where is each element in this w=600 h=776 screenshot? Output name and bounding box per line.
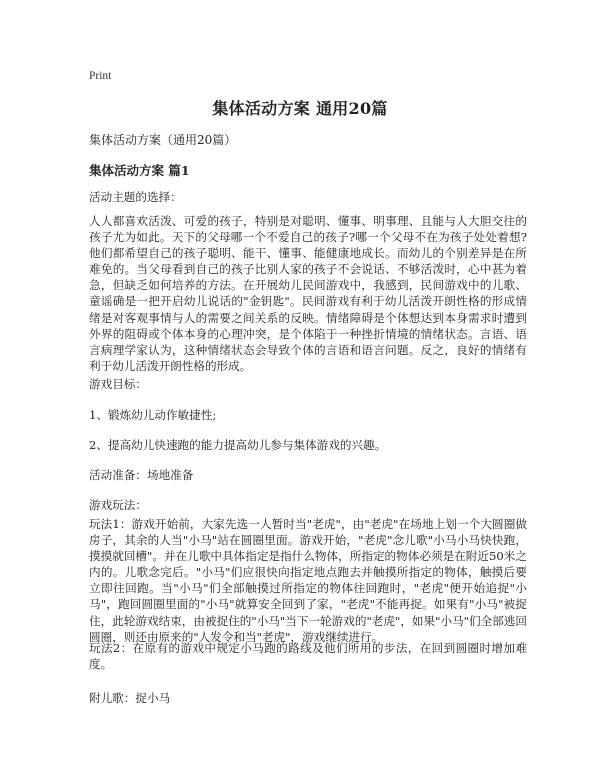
paragraph-rhyme: 附儿歌：捉小马 bbox=[89, 691, 171, 705]
paragraph-goal-heading: 游戏目标： bbox=[89, 377, 147, 391]
paragraph-play-2: 玩法2：在原有的游戏中规定小马跑的路线及他们所用的步法，在回到圆圈时增加难度。 bbox=[89, 641, 527, 672]
paragraph-intro: 人人都喜欢活泼、可爱的孩子，特别是对聪明、懂事、明事理、且能与人大胆交往的孩子尤为如此。天下的父母哪一个不爱自己的孩子?哪一个父母不在为孩子处处着想?他们都希望自己的孩子聪明、能干、懂事、能健康地成长。而幼儿的个别差异是在所难免的。当父母看到自己的孩子比别人家的孩子不会说话、不够活泼时，心中甚为着急，但缺乏如何培养的方法。在开展幼儿民间游戏中，我感到，民间游戏中的儿歌、童谣确是一把开启幼儿说话的"金钥匙"。民间游戏有利于幼儿活泼开朗性格的形成情绪是对客观事情与人的需要之间关系的反映。情绪障碍是个体想达到本身需求时遭到外界的阻碍或个体本身的心理冲突，是个体陷于一种挫折情境的情绪状态。言语、语言病理学家认为，这种情绪状态会导致个体的言语和语言问题。反之，良好的情绪有利于幼儿活泼开朗性格的形成。 bbox=[89, 214, 527, 373]
paragraph-play-heading: 游戏玩法： bbox=[89, 498, 147, 512]
paragraph-goal-1: 1、锻炼幼儿动作敏捷性; bbox=[89, 408, 217, 422]
document-title: 集体活动方案 通用20篇 bbox=[212, 99, 388, 118]
document-subtitle: 集体活动方案（通用20篇） bbox=[89, 133, 237, 147]
paragraph-preparation: 活动准备：场地准备 bbox=[89, 468, 194, 482]
print-label: Print bbox=[89, 70, 112, 82]
paragraph-play-1: 玩法1：游戏开始前，大家先选一人暂时当"老虎"，由"老虎"在场地上划一个大圆圈做房子，其余的人当"小马"站在圆圈里面。游戏开始，"老虎"念儿歌"小马小马快快跑，摸摸就回槽"。并在儿歌中具体指定是指什么物体，所指定的物体必须是在附近50米之内的。儿歌念完后。"小马"们应很快向指定地点跑去并触摸所指定的物体，触摸后要立即往回跑。当"小马"们全部触摸过所指定的物体往回跑时，"老虎"便开始追捉"小马"，跑回圆圈里面的"小马"就算安全回到了家，"老虎"不能再捉。如果有"小马"被捉住，此轮游戏结束，由被捉住的"小马"当下一轮游戏的"老虎"，如果"小马"们全部逃回圆圈，则还由原来的"人发令和当"老虎"，游戏继续进行。 bbox=[89, 517, 527, 644]
section-heading: 集体活动方案 篇1 bbox=[89, 163, 190, 178]
paragraph-theme: 活动主题的选择： bbox=[89, 190, 182, 204]
paragraph-goal-2: 2、提高幼儿快速跑的能力提高幼儿参与集体游戏的兴趣。 bbox=[89, 438, 387, 452]
